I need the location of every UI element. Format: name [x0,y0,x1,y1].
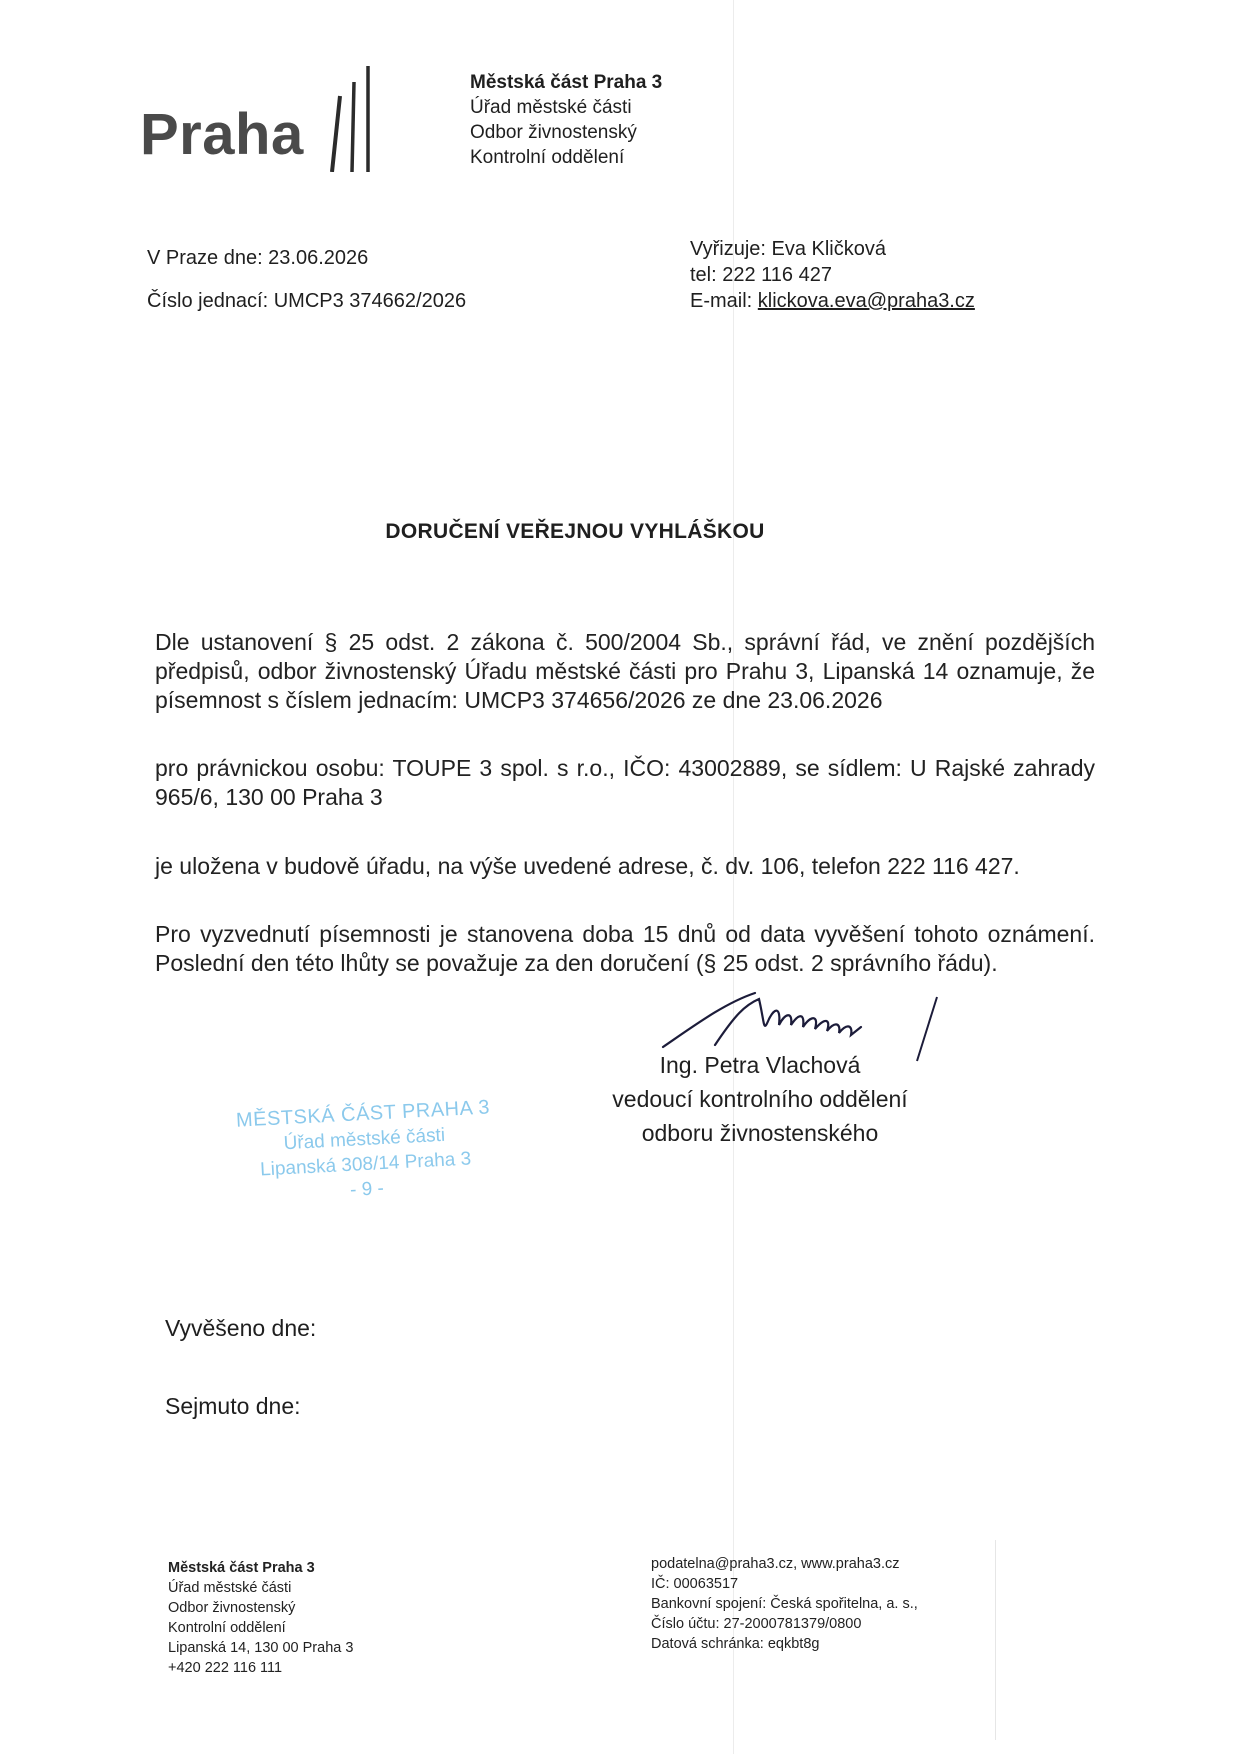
date-reference-block [147,243,466,329]
email-label: E-mail: [690,290,758,312]
document-date: V Praze dne: 23.06.2026 [147,247,369,269]
signer-name: Ing. Petra Vlachová [659,1052,861,1078]
office-line: Kontrolní oddělení [470,147,625,168]
footer-contact [651,1554,918,1654]
office-name: Městská část Praha 3 [470,72,663,93]
handler-phone: tel: 222 116 427 [690,264,832,286]
stamp-line: MĚSTSKÁ ČÁST PRAHA 3 [235,1096,491,1132]
removed-date-label: Sejmuto dne: [165,1393,301,1419]
footer-line: Úřad městské části [168,1580,292,1596]
logo-stripes-icon [318,62,388,172]
office-header-block [470,70,662,170]
footer-line: Kontrolní oddělení [168,1620,286,1636]
posted-date-label: Vyvěšeno dne: [165,1315,317,1341]
signer-department: odboru živnostenského [641,1120,879,1146]
body-paragraph-1: Dle ustanovení § 25 odst. 2 zákona č. 500/2004 Sb., správní řád, ve znění pozdějších předpisů, odbor živnostenský Úřadu městské části pro Prahu 3, Lipanská 14 oznamuje, že písemnost s číslem jednacím: UMCP3 374656/2026 ze dne 23.06.2026 [155,629,1095,713]
handler-email-row [690,288,975,314]
body-paragraph-3: je uložena v budově úřadu, na výše uvedené adrese, č. dv. 106, telefon 222 116 427. [155,853,1020,879]
body-paragraph-2: pro právnickou osobu: TOUPE 3 spol. s r.o., IČO: 43002889, se sídlem: U Rajské zahrady 965/6, 130 00 Praha 3 [155,755,1095,810]
signature-block [560,1048,960,1150]
office-line: Odbor živnostenský [470,122,637,143]
contact-block [690,236,975,314]
handler-name: Vyřizuje: Eva Kličková [690,238,886,260]
footer-web[interactable]: podatelna@praha3.cz, www.praha3.cz [651,1556,900,1572]
scan-fold-line-footer [995,1540,996,1740]
reference-number: Číslo jednací: UMCP3 374662/2026 [147,290,467,312]
email-link[interactable]: klickova.eva@praha3.cz [757,290,975,312]
praha-logo [140,62,400,182]
footer-office-name: Městská část Praha 3 [168,1560,315,1576]
signer-role: vedoucí kontrolního oddělení [612,1086,908,1112]
office-stamp [208,1094,523,1210]
footer-line: Odbor živnostenský [168,1600,296,1616]
logo-wordmark: Praha [140,102,304,167]
stamp-line: - 9 - [349,1178,385,1201]
footer-address [168,1558,353,1678]
body-paragraph-4: Pro vyzvednutí písemnosti je stanovena doba 15 dnů od data vyvěšení tohoto oznámení. Poslední den této lhůty se považuje za den doručení (§ 25 odst. 2 správního řádu). [155,921,1095,976]
footer-databox: Datová schránka: eqkbt8g [651,1636,820,1652]
footer-account: Číslo účtu: 27-2000781379/0800 [651,1616,862,1632]
footer-ico: IČ: 00063517 [651,1576,739,1592]
document-title: DORUČENÍ VEŘEJNOU VYHLÁŠKOU [385,520,765,543]
office-line: Úřad městské části [470,97,632,118]
footer-phone: +420 222 116 111 [168,1660,283,1676]
stamp-line: Úřad městské části [283,1124,446,1155]
footer-bank: Bankovní spojení: Česká spořitelna, a. s., [651,1596,918,1612]
stamp-line: Lipanská 308/14 Praha 3 [259,1148,472,1181]
footer-line: Lipanská 14, 130 00 Praha 3 [168,1640,354,1656]
